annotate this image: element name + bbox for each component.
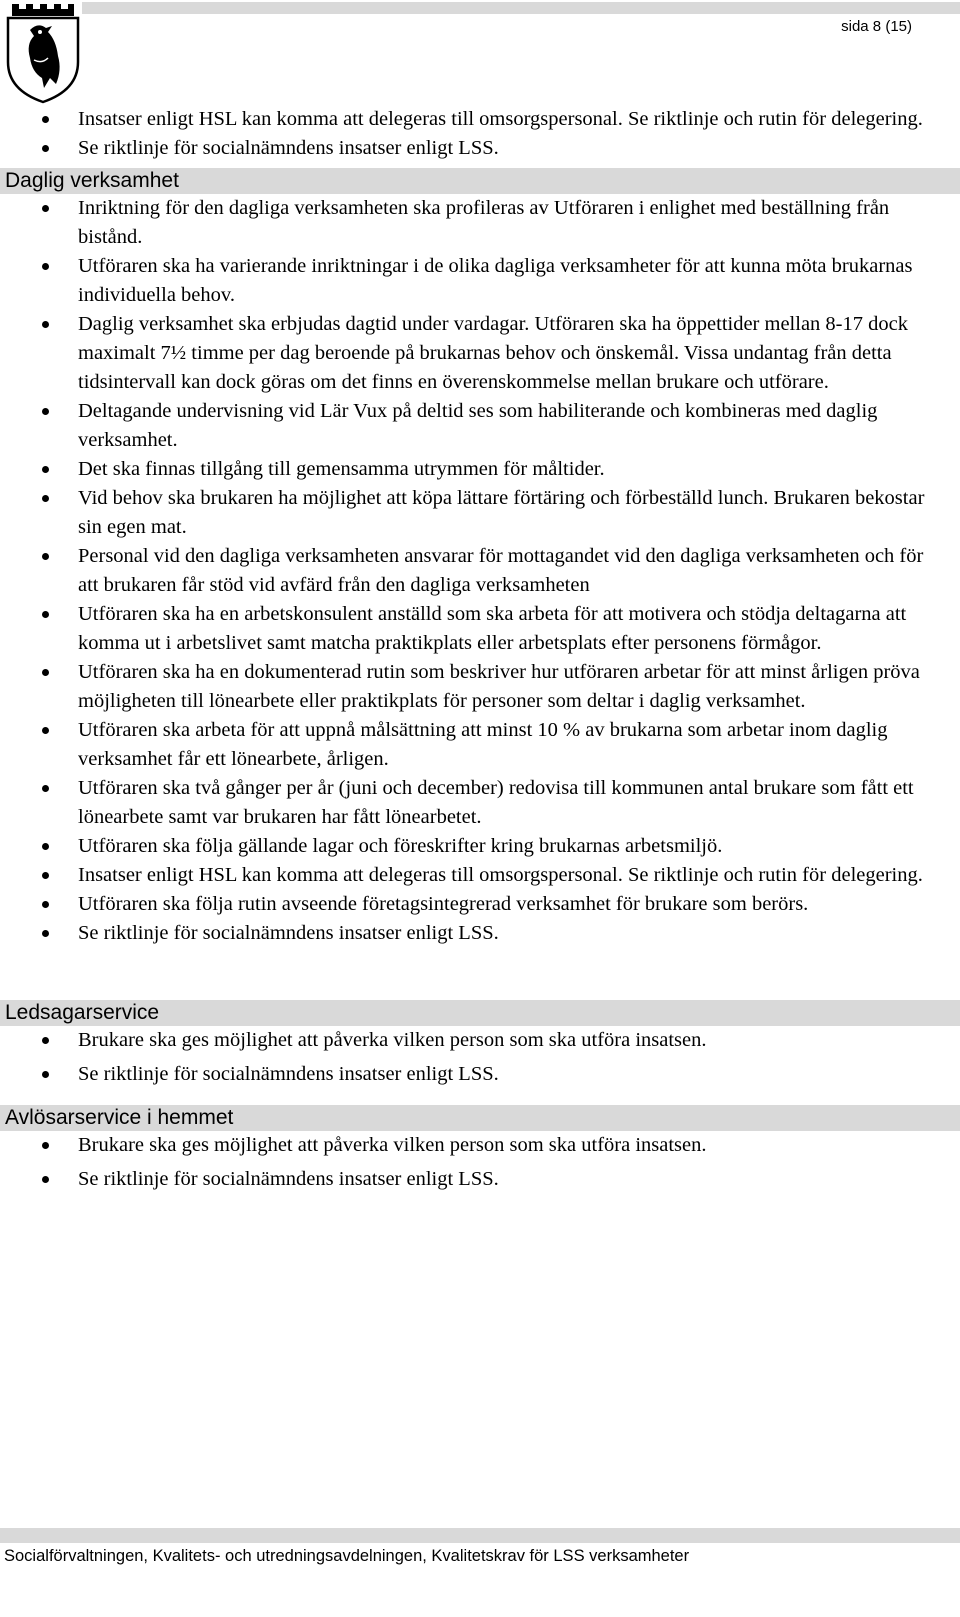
section-heading-ledsagarservice: Ledsagarservice (0, 1000, 960, 1026)
list-item: Utföraren ska ha en dokumenterad rutin som beskriver hur utföraren arbetar för att minst årligen pröva möjligheten till lönearbete eller praktikplats för personer som deltar i daglig verksamhet. (0, 658, 960, 716)
daglig-verksamhet-list (0, 194, 960, 948)
section-heading-daglig-verksamhet: Daglig verksamhet (0, 168, 960, 194)
list-item: Brukare ska ges möjlighet att påverka vilken person som ska utföra insatsen. (0, 1131, 960, 1160)
document-body (0, 105, 960, 1194)
list-item: Se riktlinje för socialnämndens insatser enligt LSS. (0, 1060, 960, 1089)
list-item: Utföraren ska två gånger per år (juni och december) redovisa till kommunen antal brukare som fått ett lönearbete samt var brukaren har fått lönearbetet. (0, 774, 960, 832)
list-item: Utföraren ska arbeta för att uppnå målsättning att minst 10 % av brukarna som arbetar inom daglig verksamhet får ett lönearbete, årligen. (0, 716, 960, 774)
list-item: Utföraren ska följa rutin avseende företagsintegrerad verksamhet för brukare som berörs. (0, 890, 960, 919)
intro-list (0, 105, 960, 163)
footer-text: Socialförvaltningen, Kvalitets- och utredningsavdelningen, Kvalitetskrav för LSS verksamheter (4, 1547, 690, 1565)
list-item: Det ska finnas tillgång till gemensamma utrymmen för måltider. (0, 455, 960, 484)
list-item: Utföraren ska följa gällande lagar och föreskrifter kring brukarnas arbetsmiljö. (0, 832, 960, 861)
header-bar (82, 2, 960, 14)
list-item: Utföraren ska ha en arbetskonsulent anställd som ska arbeta för att motivera och stödja deltagarna att komma ut i arbetslivet samt matcha praktikplats eller arbetsplats efter personens förmågor. (0, 600, 960, 658)
list-item: Personal vid den dagliga verksamheten ansvarar för mottagandet vid den dagliga verksamheten och för att brukaren får stöd vid avfärd från den dagliga verksamheten (0, 542, 960, 600)
list-item: Se riktlinje för socialnämndens insatser enligt LSS. (0, 134, 960, 163)
list-item: Deltagande undervisning vid Lär Vux på deltid ses som habiliterande och kombineras med daglig verksamhet. (0, 397, 960, 455)
municipal-crest-logo (4, 0, 82, 104)
list-item: Vid behov ska brukaren ha möjlighet att köpa lättare förtäring och förbeställd lunch. Brukaren bekostar sin egen mat. (0, 484, 960, 542)
list-item: Brukare ska ges möjlighet att påverka vilken person som ska utföra insatsen. (0, 1026, 960, 1055)
list-item: Insatser enligt HSL kan komma att delegeras till omsorgspersonal. Se riktlinje och rutin för delegering. (0, 861, 960, 890)
list-item: Se riktlinje för socialnämndens insatser enligt LSS. (0, 919, 960, 948)
ledsagarservice-list (0, 1026, 960, 1089)
footer-bar (0, 1528, 960, 1543)
avlosarservice-list (0, 1131, 960, 1194)
list-item: Utföraren ska ha varierande inriktningar i de olika dagliga verksamheter för att kunna möta brukarnas individuella behov. (0, 252, 960, 310)
list-item: Daglig verksamhet ska erbjudas dagtid under vardagar. Utföraren ska ha öppettider mellan 8-17 dock maximalt 7½ timme per dag beroende på brukarnas behov och önskemål. Vissa undantag från detta tidsintervall kan dock göras om det finns en överenskommelse mellan brukare och utförare. (0, 310, 960, 397)
section-heading-avlosarservice: Avlösarservice i hemmet (0, 1105, 960, 1131)
list-item: Se riktlinje för socialnämndens insatser enligt LSS. (0, 1165, 960, 1194)
page-number: sida 8 (15) (841, 18, 912, 35)
list-item: Insatser enligt HSL kan komma att delegeras till omsorgspersonal. Se riktlinje och rutin för delegering. (0, 105, 960, 134)
list-item: Inriktning för den dagliga verksamheten ska profileras av Utföraren i enlighet med beställning från bistånd. (0, 194, 960, 252)
